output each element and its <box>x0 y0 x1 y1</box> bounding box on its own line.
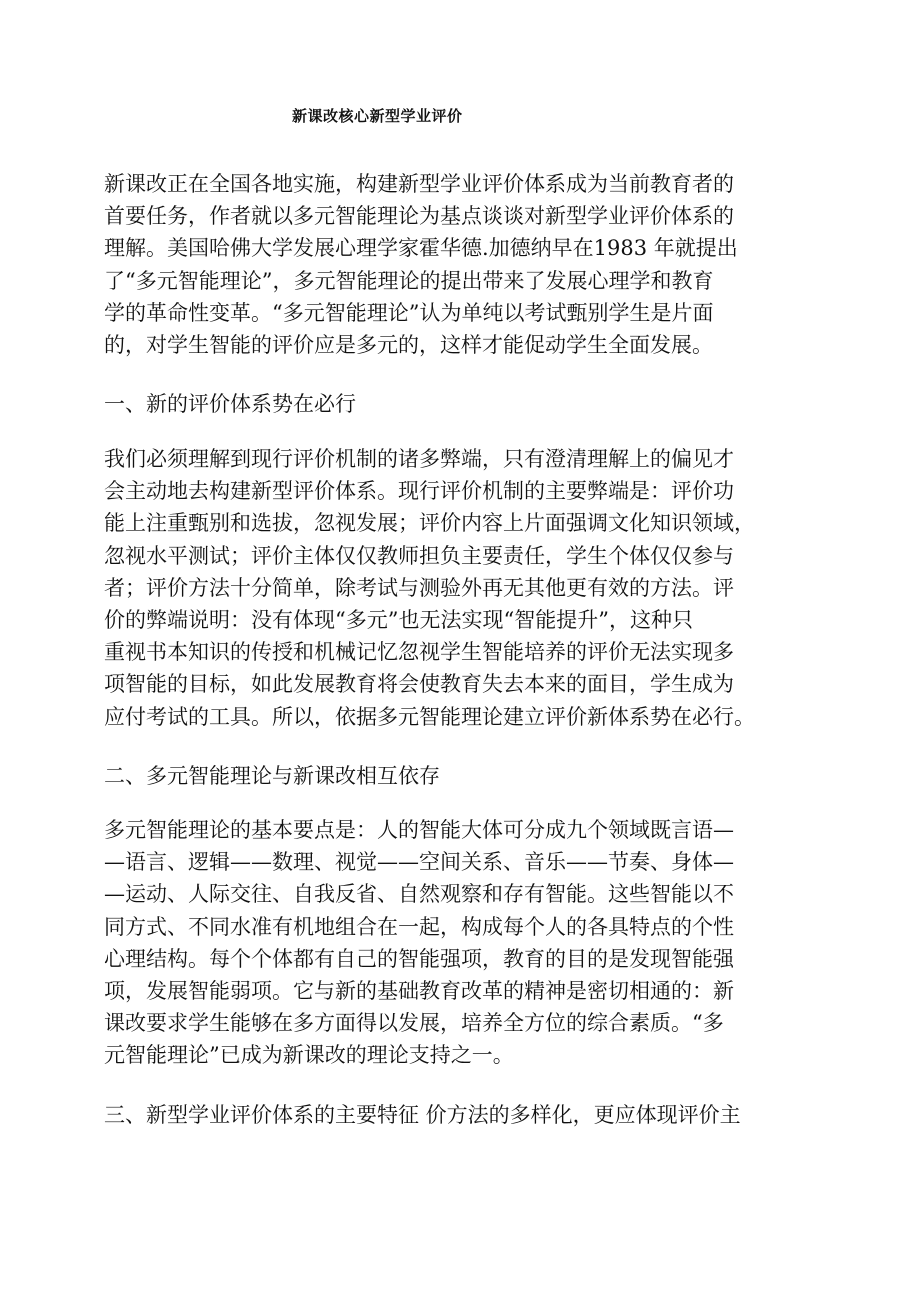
paragraph-line: 应付考试的工具。所以，依据多元智能理论建立评价新体系势在必行。 <box>104 704 755 729</box>
intro-paragraph <box>104 168 824 361</box>
section-heading-1 <box>104 388 824 420</box>
heading-text: 一、新的评价体系势在必行 <box>104 392 356 416</box>
paragraph-line: 多元智能理论的基本要点是：人的智能大体可分成九个领域既言语— <box>104 818 734 842</box>
paragraph-line: 理解。美国哈佛大学发展心理学家霍华德.加德纳早在1983 年就提出 <box>104 236 738 261</box>
paragraph-line: 新课改正在全国各地实施，构建新型学业评价体系成为当前教育者的 <box>104 172 734 196</box>
paragraph-line: 的，对学生智能的评价应是多元的，这样才能促动学生全面发展。 <box>104 332 713 357</box>
paragraph-line: 价的弊端说明：没有体现“多元”也无法实现“智能提升”，这种只 <box>104 607 693 632</box>
paragraph-line: 者；评价方法十分简单，除考试与测验外再无其他更有效的方法。评 <box>104 575 734 600</box>
paragraph-line: 课改要求学生能够在多方面得以发展，培养全方位的综合素质。“多 <box>104 1011 724 1036</box>
paragraph-line: 心理结构。每个个体都有自己的智能强项，教育的目的是发现智能强 <box>104 946 734 971</box>
section-heading-3 <box>104 1099 824 1131</box>
section-1-paragraph <box>104 443 824 733</box>
paragraph-line: 了“多元智能理论”，多元智能理论的提出带来了发展心理学和教育 <box>104 268 714 293</box>
heading-text: 三、新型学业评价体系的主要特征 价方法的多样化，更应体现评价主 <box>104 1103 741 1127</box>
paragraph-line: 首要任务，作者就以多元智能理论为基点谈谈对新型学业评价体系的 <box>104 204 734 229</box>
paragraph-line: 项，发展智能弱项。它与新的基础教育改革的精神是密切相通的：新 <box>104 978 734 1003</box>
paragraph-line: 项智能的目标，如此发展教育将会使教育失去本来的面目，学生成为 <box>104 672 734 697</box>
paragraph-line: 忽视水平测试；评价主体仅仅教师担负主要责任，学生个体仅仅参与 <box>104 543 734 568</box>
paragraph-line: 我们必须理解到现行评价机制的诸多弊端，只有澄清理解上的偏见才 <box>104 447 734 471</box>
document-title: 新课改核心新型学业评价 <box>292 107 463 125</box>
paragraph-line: 能上注重甄别和选拔，忽视发展；评价内容上片面强调文化知识领域， <box>104 511 755 536</box>
paragraph-line: 元智能理论”已成为新课改的理论支持之一。 <box>104 1043 514 1068</box>
heading-text: 二、多元智能理论与新课改相互依存 <box>104 764 440 788</box>
paragraph-line: 同方式、不同水准有机地组合在一起，构成每个人的各具特点的个性 <box>104 914 734 939</box>
section-2-paragraph <box>104 814 824 1072</box>
section-heading-2 <box>104 760 824 792</box>
paragraph-line: —语言、逻辑——数理、视觉——空间关系、音乐——节奏、身体— <box>104 850 734 875</box>
paragraph-line: 会主动地去构建新型评价体系。现行评价机制的主要弊端是：评价功 <box>104 479 734 504</box>
paragraph-line: 重视书本知识的传授和机械记忆忽视学生智能培养的评价无法实现多 <box>104 640 734 665</box>
paragraph-line: 学的革命性变革。“多元智能理论”认为单纯以考试甄别学生是片面 <box>104 300 714 325</box>
paragraph-line: —运动、人际交往、自我反省、自然观察和存有智能。这些智能以不 <box>104 882 734 907</box>
